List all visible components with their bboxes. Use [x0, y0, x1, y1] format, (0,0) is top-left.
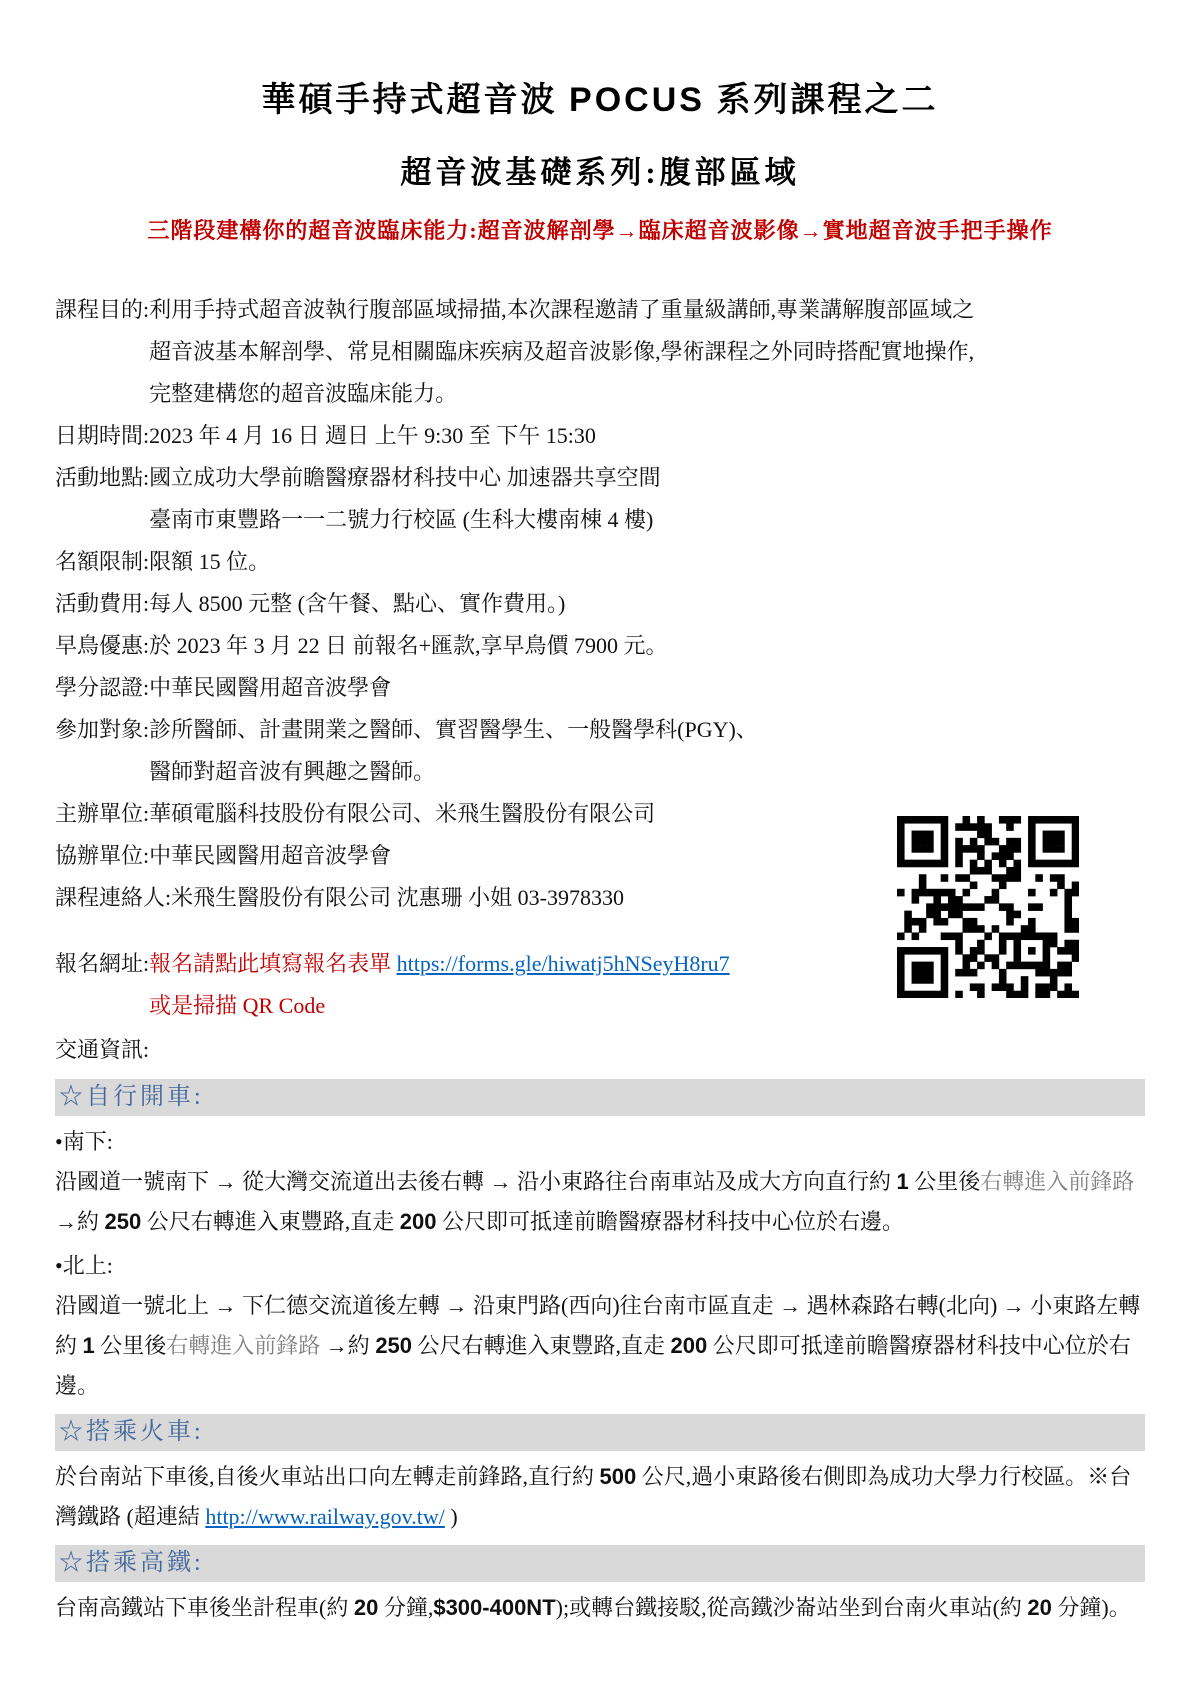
info-label: 早鳥優惠:: [55, 633, 150, 658]
section-header-hsr: ☆搭乘高鐵:: [55, 1545, 1145, 1582]
info-row-purpose: [55, 289, 1145, 415]
info-line: 超音波基本解剖學、常見相關臨床疾病及超音波影像,學術課程之外同時搭配實地操作,: [149, 339, 975, 364]
info-row-credit: [55, 667, 1145, 709]
info-line: 利用手持式超音波執行腹部區域掃描,本次課程邀請了重量級講師,專業講解腹部區域之: [149, 297, 975, 322]
registration-cta: 報名請點此填寫報名表單: [149, 951, 397, 976]
info-line: 於 2023 年 3 月 22 日 前報名+匯款,享早鳥價 7900 元。: [149, 633, 668, 658]
info-line: 每人 8500 元整 (含午餐、點心、實作費用。): [149, 591, 566, 616]
railway-link[interactable]: http://www.railway.gov.tw/: [205, 1504, 445, 1529]
info-line: 臺南市東豐路一一二號力行校區 (生科大樓南棟 4 樓): [149, 507, 654, 532]
section-header-drive: ☆自行開車:: [55, 1079, 1145, 1116]
road-name-highlight: 右轉進入前鋒路: [980, 1169, 1135, 1194]
title-en: POCUS: [569, 81, 705, 119]
info-line: 完整建構您的超音波臨床能力。: [149, 381, 458, 406]
drive-north-directions: 沿國道一號北上 → 下仁德交流道後左轉 → 沿東門路(西向)往台南市區直走 → 遇林森路右轉(北向) → 小東路左轉約 1 公里後右轉進入前鋒路 →約 250 公尺右轉進入東豐路,直走 200 公尺即可抵達前瞻醫療器材科技中心位於右邊。: [55, 1293, 1141, 1398]
road-name-highlight: 右轉進入前鋒路: [166, 1333, 321, 1358]
info-row-earlybird: [55, 625, 1145, 667]
title-zh2: 系列課程之二: [704, 82, 939, 119]
info-line: 2023 年 4 月 16 日 週日 上午 9:30 至 下午 15:30: [149, 423, 596, 448]
page-title: [55, 72, 1145, 121]
info-label: 協辦單位:: [55, 843, 150, 868]
transport-heading: 交通資訊:: [55, 1037, 150, 1062]
info-label: 課程連絡人:: [55, 885, 172, 910]
train-directions: 於台南站下車後,自後火車站出口向左轉走前鋒路,直行約 500 公尺,過小東路後右側即為成功大學力行校區。※台灣鐵路 (超連結 http://www.railway.gov.tw/ ): [55, 1464, 1132, 1529]
qr-code: [897, 816, 1079, 998]
registration-link[interactable]: https://forms.gle/hiwatj5hNSeyH8ru7: [396, 951, 730, 976]
drive-south-directions: 沿國道一號南下 → 從大灣交流道出去後右轉 → 沿小東路往台南車站及成大方向直行約 1 公里後右轉進入前鋒路 →約 250 公尺右轉進入東豐路,直走 200 公尺即可抵達前瞻醫療器材科技中心位於右邊。: [55, 1169, 1135, 1234]
info-line: 國立成功大學前瞻醫療器材科技中心 加速器共享空間: [149, 465, 661, 490]
info-label: 活動地點:: [55, 465, 150, 490]
info-line: 診所醫師、計畫開業之醫師、實習醫學生、一般醫學科(PGY)、: [149, 717, 758, 742]
info-label: 日期時間:: [55, 423, 150, 448]
info-row-fee: [55, 583, 1145, 625]
info-line: 醫師對超音波有興趣之醫師。: [149, 759, 436, 784]
drive-south-label: •南下:: [55, 1129, 113, 1154]
info-label: 主辦單位:: [55, 801, 150, 826]
info-row-datetime: [55, 415, 1145, 457]
info-label: 活動費用:: [55, 591, 150, 616]
info-line: 限額 15 位。: [149, 549, 271, 574]
title-zh1: 華碩手持式超音波: [261, 82, 570, 119]
drive-north-label: •北上:: [55, 1253, 113, 1278]
registration-label: 報名網址:: [55, 951, 150, 976]
info-line: 米飛生醫股份有限公司 沈惠珊 小姐 03-3978330: [171, 885, 624, 910]
info-row-location: [55, 457, 1145, 541]
info-line: 中華民國醫用超音波學會: [149, 675, 392, 700]
tagline: 三階段建構你的超音波臨床能力:超音波解剖學→臨床超音波影像→實地超音波手把手操作: [147, 218, 1053, 243]
info-row-audience: [55, 709, 1145, 793]
section-header-train: ☆搭乘火車:: [55, 1414, 1145, 1451]
info-row-quota: [55, 541, 1145, 583]
registration-qr-hint: 或是掃描 QR Code: [149, 993, 326, 1018]
info-label: 參加對象:: [55, 717, 150, 742]
info-label: 名額限制:: [55, 549, 150, 574]
info-line: 華碩電腦科技股份有限公司、米飛生醫股份有限公司: [149, 801, 656, 826]
info-line: 中華民國醫用超音波學會: [149, 843, 392, 868]
info-label: 學分認證:: [55, 675, 150, 700]
page-subtitle: 超音波基礎系列:腹部區域: [400, 155, 800, 190]
info-label: 課程目的:: [55, 297, 150, 322]
hsr-directions: 台南高鐵站下車後坐計程車(約 20 分鐘,$300-400NT);或轉台鐵接駁,從高鐵沙崙站坐到台南火車站(約 20 分鐘)。: [55, 1595, 1131, 1620]
